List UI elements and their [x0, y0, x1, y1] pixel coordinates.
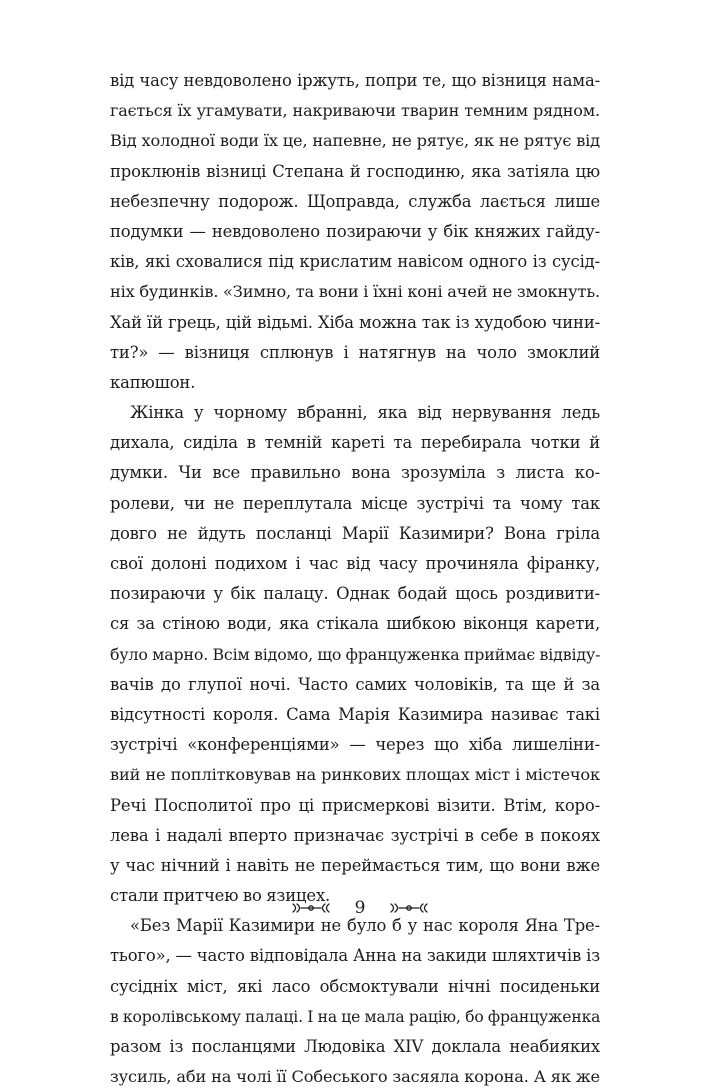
text-line: проклюнів візниці Степана й господиню, яка затіяла цю	[110, 161, 600, 181]
text-line: ти?» — візниця сплюнув і натягнув на чоло змоклий	[110, 342, 600, 362]
text-line: дихала, сиділа в темній кареті та перебирала чотки й	[110, 433, 600, 453]
text-line: думки. Чи все правильно вона зрозуміла з листа ко-	[110, 463, 600, 483]
text-line: відсутності короля. Сама Марія Казимира називає такі	[110, 704, 600, 724]
text-line: позираючи у бік палацу. Однак бодай щось роздивити-	[110, 584, 600, 604]
text-line: ся за стіною води, яка стікала шибкою віконця карети,	[110, 614, 600, 634]
text-line: сусідніх міст, які ласо обсмоктували нічні посиденьки	[110, 976, 600, 996]
text-line: капюшон.	[110, 372, 196, 392]
text-line: Від холодної води їх це, напевне, не рятує, як не рятує від	[110, 131, 600, 151]
text-line: вачів до глупої ночі. Часто самих чоловіків, та ще й за	[110, 674, 600, 694]
text-line: довго не йдуть посланці Марії Казимири? Вона гріла	[110, 523, 600, 543]
text-line: ків, які сховалися під крислатим навісом одного із сусід-	[110, 252, 600, 272]
text-line: в королівському палаці. І на це мала рацію, бо француженка	[110, 1007, 601, 1026]
text-line: гається їх угамувати, накриваючи тварин темним рядном.	[110, 101, 600, 121]
text-line: «Без Марії Казимири не було б у нас короля Яна Тре-	[130, 916, 600, 936]
text-line: вий не поплітковував на ринкових площах міст і містечок	[110, 765, 600, 785]
body-text	[110, 66, 600, 1092]
text-line: Речі Посполитої про ці присмеркові візити. Втім, коро-	[110, 795, 600, 815]
text-line: ніх будинків. «Зимно, та вони і їхні коні ачей не змокнуть.	[110, 282, 600, 302]
text-line: свої долоні подихом і час від часу прочиняла фіранку,	[110, 554, 600, 573]
text-line: подумки — невдоволено позираючи у бік княжих гайду-	[110, 221, 600, 241]
page-footer	[0, 898, 720, 918]
text-line: лева і надалі вперто призначає зустрічі в себе в покоях	[110, 825, 600, 845]
text-line: від часу невдоволено іржуть, попри те, що візниця нама-	[110, 71, 600, 90]
text-line: тього», — часто відповідала Анна на закиди шляхтичів із	[110, 946, 600, 966]
text-line: стали притчею во язицех.	[110, 886, 331, 906]
text-line: Жінка у чорному вбранні, яка від нервування ледь	[130, 403, 600, 423]
text-line: небезпечну подорож. Щоправда, служба лається лише	[110, 191, 600, 211]
text-line: зусиль, аби на чолі її Собеського засяяла корона. А як же	[110, 1067, 600, 1087]
text-line: у час нічний і навіть не переймається тим, що вони вже	[110, 855, 600, 875]
text-line: зустрічі «конференціями» — через що хіба лишеліни-	[110, 735, 600, 755]
ornament-left-icon	[291, 901, 331, 915]
page-number: 9	[354, 898, 366, 918]
text-line: ролеви, чи не переплутала місце зустрічі та чому так	[110, 493, 600, 513]
text-line: Хай їй грець, цій відьмі. Хіба можна так із худобою чини-	[110, 312, 600, 332]
text-line: було марно. Всім відомо, що француженка приймає відвіду-	[110, 644, 601, 664]
text-line: разом із посланцями Людовіка XIV доклала неабияких	[110, 1037, 600, 1056]
ornament-right-icon	[389, 901, 429, 915]
